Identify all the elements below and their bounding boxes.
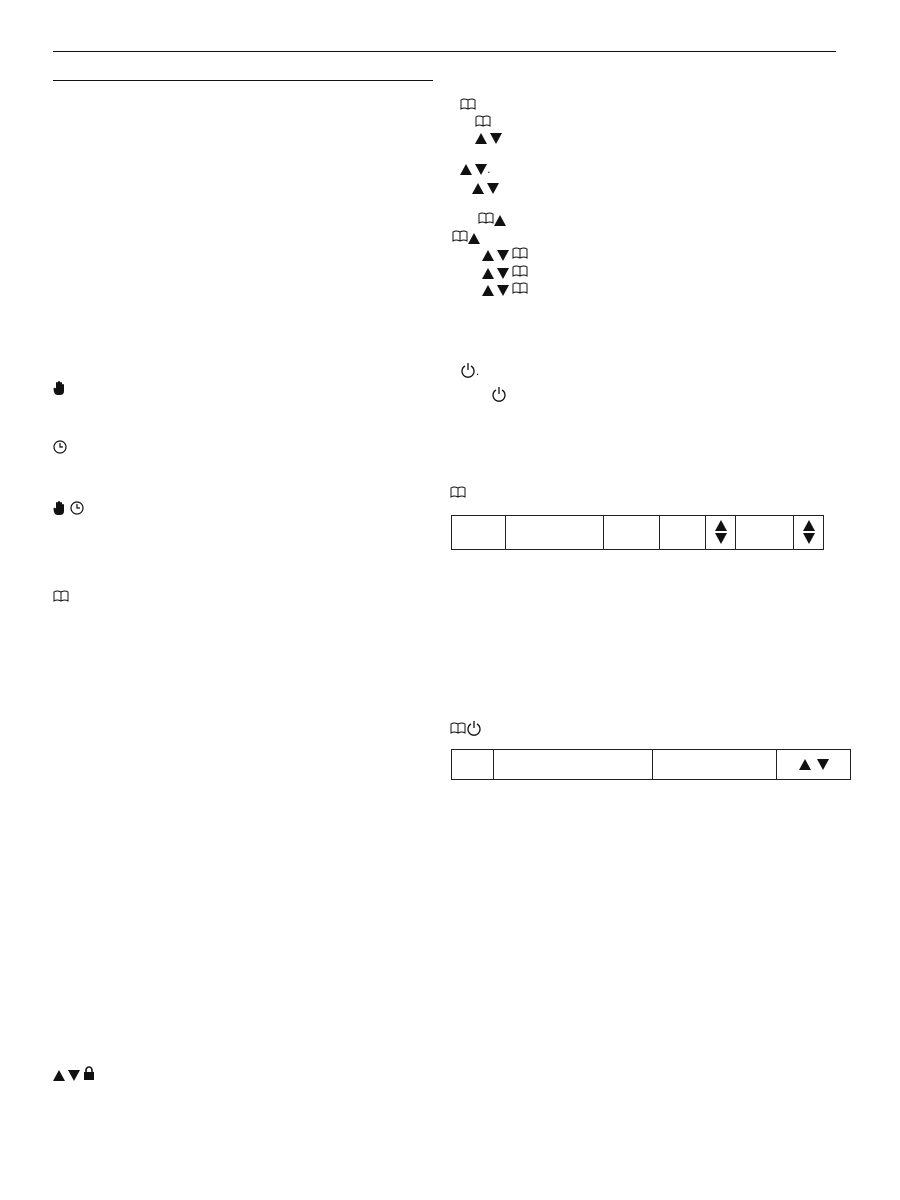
up-arrow-icon xyxy=(468,233,480,244)
subtitle-rule xyxy=(53,80,433,81)
clock-icon xyxy=(53,440,67,459)
adv-col-setting xyxy=(653,750,777,780)
attention-line-2 xyxy=(53,590,435,607)
comfort-mode-row xyxy=(53,500,435,521)
power-icon xyxy=(460,362,476,382)
col-temp xyxy=(736,516,794,550)
power-icon xyxy=(466,720,482,741)
col-updown-2 xyxy=(794,516,824,550)
daily-item-1 xyxy=(460,98,850,147)
down-arrow-icon xyxy=(497,268,509,279)
book-icon xyxy=(478,212,494,230)
daily-item-4: . xyxy=(460,362,850,406)
col-button xyxy=(452,516,506,550)
book-icon xyxy=(512,247,528,265)
book-icon xyxy=(512,265,528,283)
down-arrow-icon xyxy=(817,759,829,770)
down-arrow-icon xyxy=(497,285,509,296)
up-arrow-icon xyxy=(494,215,506,226)
book-icon xyxy=(452,230,468,248)
clock-icon xyxy=(70,501,84,520)
up-arrow-icon xyxy=(53,1070,65,1081)
up-arrow-icon xyxy=(715,520,727,531)
adv-col-symbol xyxy=(494,750,653,780)
down-arrow-icon xyxy=(715,533,727,544)
col-event xyxy=(506,516,604,550)
book-icon xyxy=(460,98,476,115)
lock-icon xyxy=(83,1066,95,1085)
prog-mode-row xyxy=(53,440,435,459)
manual-mode-row xyxy=(53,380,435,401)
lock-text xyxy=(53,1066,435,1085)
book-icon xyxy=(450,722,466,739)
programming-table xyxy=(451,515,824,550)
col-symbol xyxy=(604,516,660,550)
header-rule xyxy=(53,51,836,52)
up-arrow-icon xyxy=(460,164,472,175)
down-arrow-icon xyxy=(490,133,502,144)
up-arrow-icon xyxy=(482,285,494,296)
down-arrow-icon xyxy=(803,533,815,544)
book-icon xyxy=(450,486,466,503)
adv-col-sym xyxy=(452,750,494,780)
adv-col-updown xyxy=(777,750,851,780)
up-arrow-icon xyxy=(799,759,811,770)
advanced-table xyxy=(451,749,851,780)
programming-intro xyxy=(450,486,842,503)
hand-icon xyxy=(53,500,67,521)
down-arrow-icon xyxy=(497,250,509,261)
power-icon xyxy=(491,386,507,406)
col-updown-1 xyxy=(706,516,736,550)
hand-icon xyxy=(53,380,67,401)
up-arrow-icon xyxy=(475,133,487,144)
advanced-intro xyxy=(450,720,842,741)
book-icon xyxy=(475,115,491,132)
down-arrow-icon xyxy=(68,1070,80,1081)
book-icon xyxy=(53,590,69,607)
down-arrow-icon xyxy=(487,183,499,194)
col-time xyxy=(660,516,706,550)
daily-item-3 xyxy=(460,212,852,300)
up-arrow-icon xyxy=(803,520,815,531)
daily-item-2: . xyxy=(460,163,850,197)
up-arrow-icon xyxy=(482,250,494,261)
down-arrow-icon xyxy=(475,164,487,175)
up-arrow-icon xyxy=(472,183,484,194)
up-arrow-icon xyxy=(482,268,494,279)
book-icon xyxy=(512,282,528,300)
